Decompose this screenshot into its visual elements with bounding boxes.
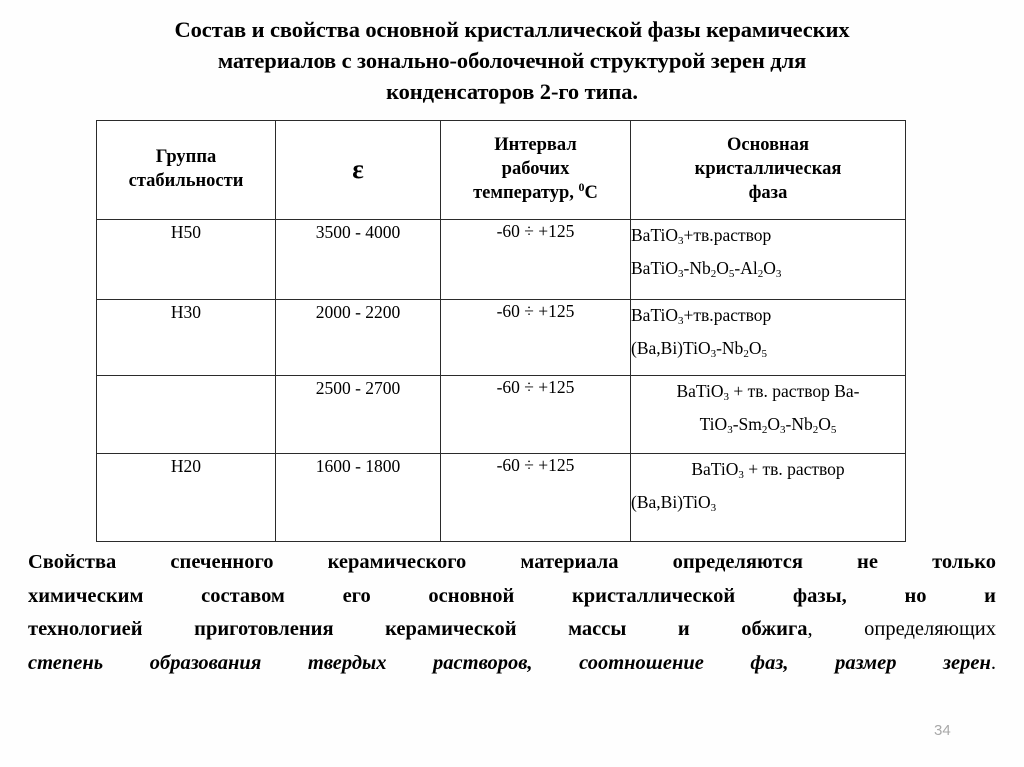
header-cell-phase (631, 121, 906, 220)
epsilon-symbol: ε (352, 153, 364, 184)
paragraph-text: , определяющих (807, 618, 996, 640)
paragraph-text: . (990, 651, 996, 674)
formula-subscript: 3 (678, 268, 684, 280)
formula-subscript: 5 (728, 268, 735, 280)
header-temp-line2: рабочих (501, 159, 570, 179)
header-cell-temperature (441, 121, 631, 220)
phase-line-2: (Ba,Bi)TiO$_3$ (631, 492, 717, 514)
formula-part: BaTiO (631, 225, 679, 245)
paragraph-emphasis: химическим составом его основной кристаллической фазы (28, 584, 842, 607)
header-cell-group (97, 121, 276, 220)
phase-line-1: BaTiO$_3$ + тв. раствор (691, 459, 845, 481)
phase-line-2: $(Ba,Bi)TiO_3-Nb_2O_5$ (631, 338, 767, 360)
table-row (97, 454, 906, 542)
formula-subscript: 2 (761, 424, 768, 436)
paragraph-line-4 (28, 647, 996, 681)
formula-subscript: 2 (743, 348, 749, 360)
header-phase-line2: кристаллическая (694, 159, 842, 179)
paragraph-text: , но и (841, 584, 996, 607)
header-phase-line1: Основная (727, 135, 809, 155)
table-row (97, 300, 906, 376)
header-group-line1: Группа (155, 147, 217, 167)
cell-epsilon: 2500 - 2700 (276, 376, 441, 454)
header-cell-epsilon (276, 121, 441, 220)
properties-table (96, 120, 906, 542)
formula-subscript: 3 (710, 348, 717, 360)
cell-epsilon: 2000 - 2200 (276, 300, 441, 376)
formula-subscript: 2 (757, 268, 764, 280)
page-title (96, 14, 928, 107)
degree-superscript: 0 (578, 179, 585, 194)
title-line-1: Состав и свойства основной кристаллической фазы керамических (174, 17, 850, 42)
header-group-line2: стабильности (128, 171, 244, 191)
paragraph-emphasis: технологией приготовления керамической массы и обжига (28, 618, 808, 640)
paragraph-text: Свойства спеченного керамического материала определяются не только (28, 551, 996, 573)
phase-line-2: $TiO_3-Sm_2O_3-Nb_2O_5$ (699, 414, 837, 436)
cell-group (97, 376, 276, 454)
paragraph-line-2 (28, 580, 996, 614)
header-temp-line3 (445, 181, 626, 205)
paragraph-emphasis-italic: степень образования твердых растворов, соотношение фаз, размер зерен (28, 651, 991, 674)
paragraph-line-1 (28, 546, 996, 580)
cell-temperature: -60 ÷ +125 (441, 300, 631, 376)
plus-sign: + (683, 225, 694, 245)
phase-line-1 (631, 220, 905, 253)
header-temp-unit-text: температур, (473, 183, 579, 203)
formula-subscript: 3 (723, 391, 729, 403)
table-row (97, 376, 906, 454)
formula-subscript: 2 (812, 424, 819, 436)
solution-word: раствор (713, 225, 772, 245)
page-number: 34 (934, 722, 951, 739)
plus-sign: + (683, 305, 694, 325)
title-line-2: материалов с зонально-оболочечной структурой зерен для (217, 48, 807, 73)
formula-subscript: 3 (780, 424, 786, 436)
cell-temperature: -60 ÷ +125 (441, 454, 631, 542)
phase-line-1: BaTiO$_3$ + тв. раствор Ba- (676, 381, 860, 403)
formula-part: BaTiO (631, 305, 679, 325)
cell-epsilon: 1600 - 1800 (276, 454, 441, 542)
cell-group: H20 (97, 454, 276, 542)
cell-phase (631, 300, 906, 376)
formula-subscript: 2 (710, 268, 717, 280)
formula-subscript: 3 (775, 268, 782, 280)
cell-temperature: -60 ÷ +125 (441, 376, 631, 454)
formula-subscript: 3 (727, 424, 733, 436)
formula-subscript: 3 (738, 469, 744, 481)
phase-line-2: $BaTiO_3-Nb_2O_5-Al_2O_3$ (631, 258, 782, 280)
formula-subscript: 3 (678, 315, 684, 327)
header-temp-line1: Интервал (494, 135, 577, 155)
formula-subscript: 5 (761, 348, 767, 360)
paragraph-line-3 (28, 613, 996, 647)
formula-subscript: 3 (678, 235, 684, 247)
header-phase-line3: фаза (748, 183, 788, 203)
solid-solution-abbrev: тв. (693, 225, 714, 245)
cell-temperature: -60 ÷ +125 (441, 220, 631, 300)
properties-table-container (96, 120, 905, 542)
cell-phase (631, 376, 906, 454)
table-row (97, 220, 906, 300)
cell-group: H50 (97, 220, 276, 300)
header-temp-unit-c: C (584, 183, 598, 203)
solution-word: раствор (713, 305, 772, 325)
body-paragraph (28, 546, 996, 680)
cell-epsilon: 3500 - 4000 (276, 220, 441, 300)
cell-phase (631, 454, 906, 542)
table-header-row (97, 121, 906, 220)
formula-subscript: 3 (710, 502, 717, 514)
formula-subscript: 5 (830, 424, 837, 436)
solid-solution-abbrev: тв. (693, 305, 714, 325)
title-line-3: конденсаторов 2-го типа. (386, 79, 638, 104)
cell-phase (631, 220, 906, 300)
phase-line-1 (631, 300, 905, 333)
cell-group: H30 (97, 300, 276, 376)
